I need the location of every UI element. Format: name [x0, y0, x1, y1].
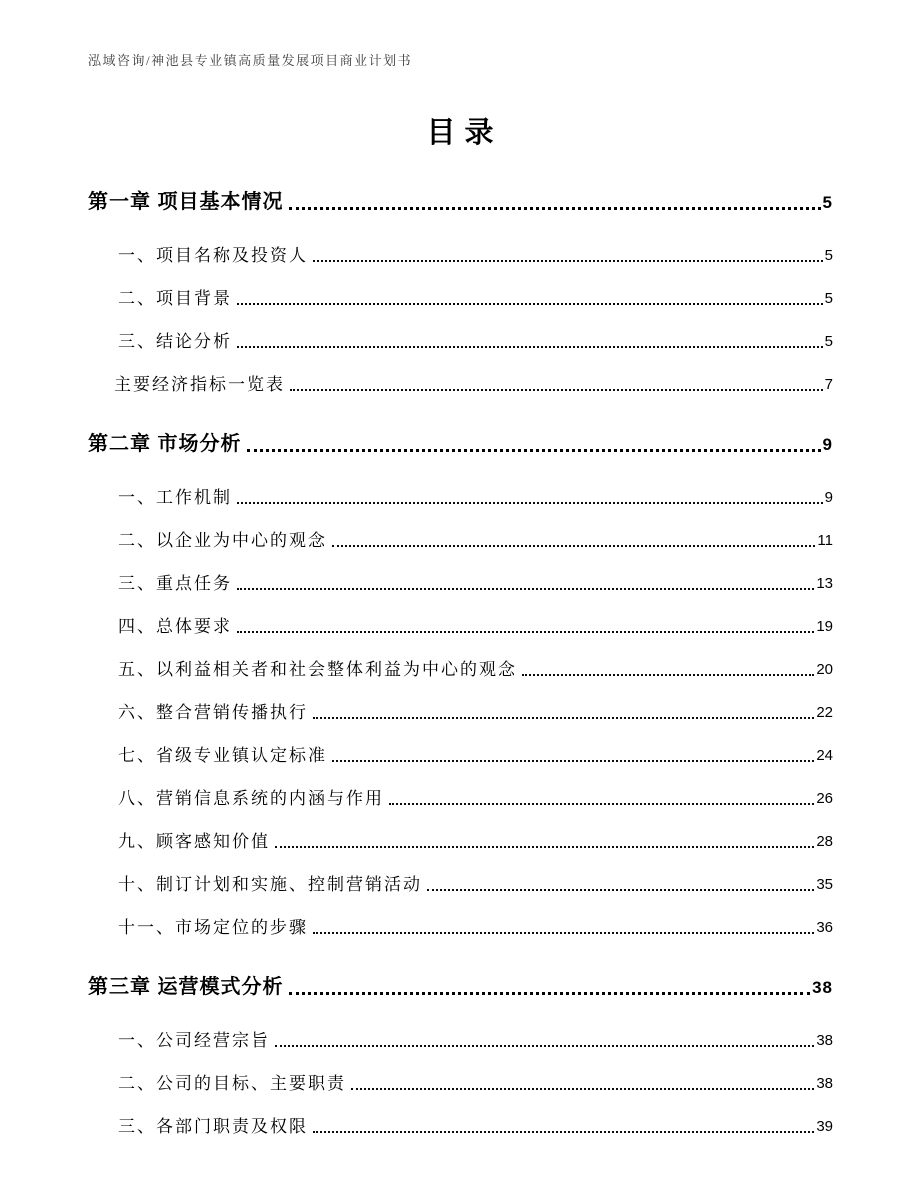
dot-leader [389, 803, 814, 805]
toc-item-entry[interactable] [88, 245, 833, 266]
page-number: 22 [816, 704, 833, 721]
page-number: 5 [824, 290, 833, 307]
page-number: 24 [816, 747, 833, 764]
toc-item-entry[interactable] [88, 1073, 833, 1094]
toc-item-entry[interactable] [88, 487, 833, 508]
toc-item-entry[interactable] [88, 788, 833, 809]
dot-leader [237, 631, 814, 633]
toc-item-entry[interactable] [88, 917, 833, 938]
toc-entry-label: 二、公司的目标、主要职责 [118, 1074, 346, 1093]
dot-leader [289, 992, 811, 995]
toc [88, 189, 833, 1137]
toc-item-entry[interactable] [88, 331, 833, 352]
toc-item-entry[interactable] [88, 1116, 833, 1137]
page-number: 5 [824, 333, 833, 350]
toc-item-entry[interactable] [88, 616, 833, 637]
toc-chapter-entry[interactable] [88, 431, 833, 457]
toc-item-entry[interactable] [88, 288, 833, 309]
toc-entry-label: 一、工作机制 [118, 488, 232, 507]
page-number: 28 [816, 833, 833, 850]
dot-leader [332, 545, 815, 547]
dot-leader [237, 588, 814, 590]
toc-entry-label: 八、营销信息系统的内涵与作用 [118, 789, 384, 808]
dot-leader [313, 1131, 814, 1133]
page-number: 9 [822, 435, 833, 454]
page-number: 38 [812, 978, 833, 997]
page-number: 9 [824, 489, 833, 506]
toc-entry-label: 十、制订计划和实施、控制营销活动 [118, 875, 422, 894]
toc-entry-label: 九、顾客感知价值 [118, 832, 270, 851]
page-number: 20 [816, 661, 833, 678]
toc-item-entry[interactable] [88, 745, 833, 766]
page-number: 5 [822, 193, 833, 212]
page-number: 13 [816, 575, 833, 592]
page-number: 35 [816, 876, 833, 893]
dot-leader [332, 760, 814, 762]
toc-entry-label: 二、以企业为中心的观念 [118, 531, 327, 550]
dot-leader [289, 207, 821, 210]
toc-entry-label: 第二章 市场分析 [88, 433, 242, 455]
toc-item-entry[interactable] [88, 874, 833, 895]
toc-entry-label: 一、项目名称及投资人 [118, 246, 308, 265]
page-number: 38 [816, 1075, 833, 1092]
dot-leader [313, 717, 814, 719]
page-number: 38 [816, 1032, 833, 1049]
page-number: 26 [816, 790, 833, 807]
toc-entry-label: 七、省级专业镇认定标准 [118, 746, 327, 765]
toc-entry-label: 二、项目背景 [118, 289, 232, 308]
toc-item-entry[interactable] [88, 374, 833, 395]
toc-item-entry[interactable] [88, 831, 833, 852]
toc-item-entry[interactable] [88, 1030, 833, 1051]
dot-leader [237, 303, 823, 305]
page-number: 5 [824, 247, 833, 264]
toc-entry-label: 主要经济指标一览表 [114, 375, 285, 394]
dot-leader [313, 932, 814, 934]
toc-entry-label: 三、结论分析 [118, 332, 232, 351]
toc-entry-label: 第一章 项目基本情况 [88, 191, 284, 213]
toc-entry-label: 六、整合营销传播执行 [118, 703, 308, 722]
toc-item-entry[interactable] [88, 659, 833, 680]
dot-leader [351, 1088, 814, 1090]
dot-leader [275, 1045, 814, 1047]
document-header: 泓域咨询/神池县专业镇高质量发展项目商业计划书 [88, 53, 413, 68]
toc-entry-label: 一、公司经营宗旨 [118, 1031, 270, 1050]
dot-leader [237, 502, 823, 504]
dot-leader [237, 346, 823, 348]
dot-leader [275, 846, 814, 848]
page-number: 36 [816, 919, 833, 936]
toc-entry-label: 四、总体要求 [118, 617, 232, 636]
page-title: 目录 [426, 117, 503, 149]
page-number: 19 [816, 618, 833, 635]
page-number: 11 [817, 532, 833, 549]
toc-item-entry[interactable] [88, 530, 833, 551]
toc-entry-label: 第三章 运营模式分析 [88, 976, 284, 998]
dot-leader [313, 260, 823, 262]
dot-leader [522, 674, 814, 676]
toc-entry-label: 十一、市场定位的步骤 [118, 918, 308, 937]
toc-chapter-entry[interactable] [88, 974, 833, 1000]
toc-item-entry[interactable] [88, 702, 833, 723]
toc-entry-label: 五、以利益相关者和社会整体利益为中心的观念 [118, 660, 517, 679]
toc-item-entry[interactable] [88, 573, 833, 594]
dot-leader [427, 889, 814, 891]
toc-chapter-entry[interactable] [88, 189, 833, 215]
toc-entry-label: 三、各部门职责及权限 [118, 1117, 308, 1136]
dot-leader [247, 449, 821, 452]
dot-leader [290, 389, 823, 391]
toc-entry-label: 三、重点任务 [118, 574, 232, 593]
page-number: 7 [824, 376, 833, 393]
page-number: 39 [816, 1118, 833, 1135]
